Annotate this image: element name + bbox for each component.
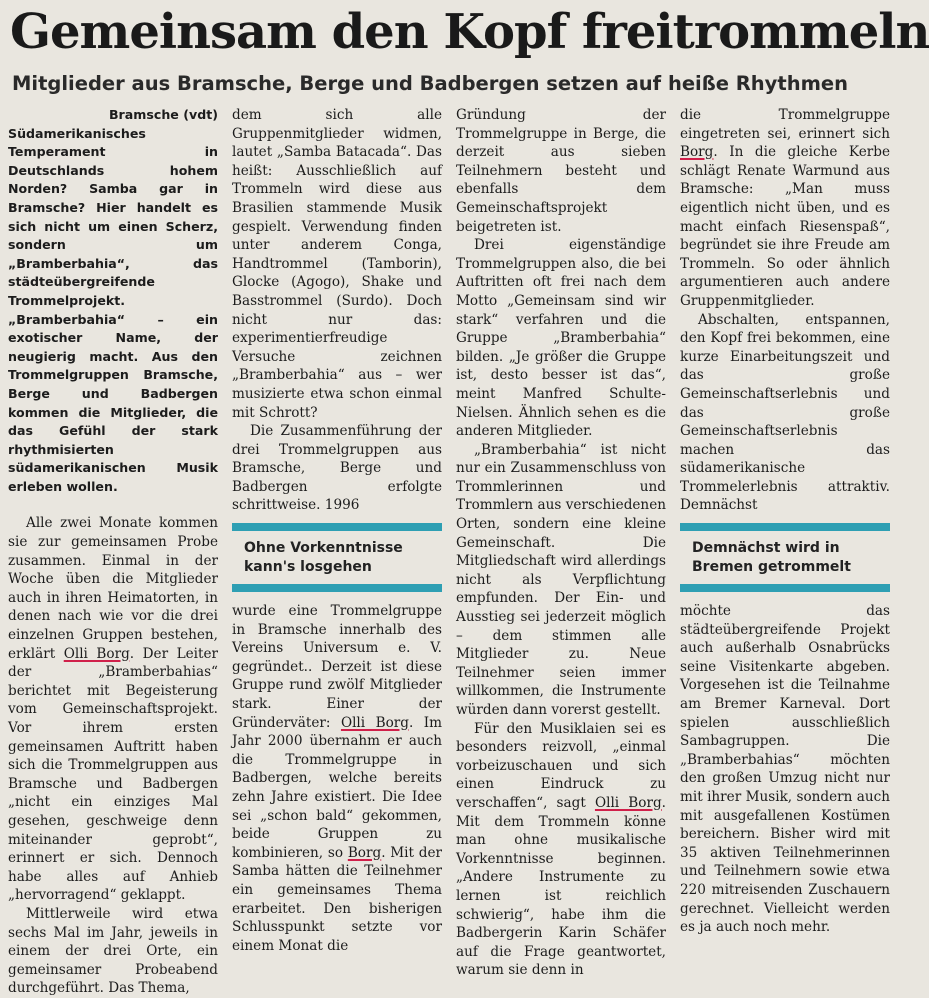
- body-paragraph: Mittlerweile wird etwa sechs Mal im Jahr, jeweils in einem der drei Orte, ein gemeinsamer Probeabend durchgeführt. Das Thema,: [8, 905, 218, 997]
- subheading-box: [232, 523, 442, 592]
- subheading-box: [680, 523, 890, 592]
- underlined-name: Borg: [347, 844, 382, 861]
- text-run: . In die gleiche Kerbe schlägt Renate Warmund aus Bramsche: „Man muss eigentlich nicht üben, und es macht einfach Riesenspaß“, begründet sie ihre Freude am Trommeln. So oder ähnlich argumentieren auch andere Gruppenmitglieder.: [680, 144, 890, 309]
- body-paragraph: „Bramberbahia“ ist nicht nur ein Zusammenschluss von Trommlerinnen und Trommlern aus verschiedenen Orten, sondern eine kleine Gemeinschaft. Die Mitgliedschaft wird allerdings nicht als Verpflichtung empfunden. Der Ein- und Ausstieg sei jederzeit möglich – dem stimmen alle Mitglieder zu. Neue Teilnehmer seien immer willkommen, die Instrumente würden dann vorerst gestellt.: [456, 441, 666, 718]
- body-paragraph: [680, 106, 890, 311]
- column-3: [456, 106, 666, 979]
- headline: Gemeinsam den Kopf freitrommeln: [10, 4, 929, 60]
- lead-paragraph: [8, 106, 218, 496]
- body-paragraph: [8, 514, 218, 904]
- column-2: [232, 106, 442, 954]
- body-paragraph: dem sich alle Gruppenmitglieder widmen, lautet „Samba Batacada“. Das heißt: Ausschließlich auf Trommeln wird diese aus Brasilien stammende Musik gespielt. Verwendung finden unter anderem Conga, Handtrommel (Tamborin), Glocke (Agogo), Shake und Basstrommel (Surdo). Doch nicht nur das: experimentierfreudige Versuche zeichnen „Bramberbahia“ aus – wer musizierte etwa schon einmal mit Schrott?: [232, 107, 442, 421]
- body-paragraph: Abschalten, entspannen, den Kopf frei bekommen, eine kurze Einarbeitungszeit und das große Gemeinschaftserlebnis und das große Gemeinschaftserlebnis machen das südamerikanische Trommelerlebnis attraktiv. Demnächst: [680, 311, 890, 514]
- column-1: [8, 106, 218, 997]
- body-paragraph: möchte das städteübergreifende Projekt auch außerhalb Osnabrücks seine Visitenkarte abgeben. Vorgesehen ist die Teilnahme am Bremer Karneval. Dort spielen ausschließlich Sambagruppen. Die „Bramberbahias“ möchten den großen Umzug nicht nur mit ihrer Musik, sondern auch mit ausgefallenen Kostümen bereichern. Bisher wird mit 35 aktiven Teilnehmerinnen und Teilnehmern sowie etwa 220 mitreisenden Zuschauern gerechnet. Vielleicht werden es ja auch noch mehr.: [680, 603, 890, 936]
- dateline: Bramsche (vdt): [108, 107, 218, 122]
- body-paragraph: Gründung der Trommelgruppe in Berge, die derzeit aus sieben Teilnehmern besteht und ebenfalls dem Gemeinschaftsprojekt beigetreten ist.: [456, 107, 666, 235]
- text-run: . Im Jahr 2000 übernahm er auch die Trommelgruppe in Badbergen, welche bereits zehn Jahre existiert. Die Idee sei „schon bald“ gekommen, beide Gruppen zu kombinieren, so: [232, 714, 442, 861]
- text-run: . Mit der Samba hätten die Teilnehmer ein gemeinsames Thema erarbeitet. Den bisherigen Schlusspunkt setzte vor einem Monat die: [232, 844, 442, 954]
- accent-bar: [232, 584, 442, 592]
- body-paragraph: Drei eigenständige Trommelgruppen also, die bei Auftritten oft frei nach dem Motto „Gemeinsam sind wir stark“ verfahren und die Gruppe „Bramberbahia“ bilden. „Je größer die Gruppe ist, desto besser ist das“, meint Manfred Schulte-Nielsen. Ähnlich sehen es die anderen Mitglieder.: [456, 237, 666, 440]
- subheadline: Mitglieder aus Bramsche, Berge und Badbergen setzen auf heiße Rhythmen: [12, 72, 849, 95]
- underlined-name: Olli Borg: [594, 794, 662, 811]
- lead-text: Südamerikanisches Temperament in Deutschlands hohem Norden? Samba gar in Bramsche? Hier handelt es sich nicht um einen Scherz, sondern um „Bramberbahia“, das städteübergreifende Trommelprojekt. „Bramberbahia“ – ein exotischer Name, der neugierig macht. Aus den Trommelgruppen Bramsche, Berge und Badbergen kommen die Mitglieder, die das Gefühl der stark rhythmisierten südamerikanischen Musik erleben wollen.: [8, 125, 218, 494]
- underlined-name: Borg: [680, 144, 714, 161]
- text-run: Alle zwei Monate kommen sie zur gemeinsamen Probe zusammen. Einmal in der Woche üben die Mitglieder auch in ihren Heimatorten, in denen nach wie vor die drei einzelnen Gruppen bestehen, erklärt: [8, 515, 218, 662]
- text-run: die Trommelgruppe eingetreten sei, erinnert sich: [680, 107, 890, 142]
- body-paragraph: [456, 720, 666, 980]
- subheading: Demnächst wird in Bremen getrommelt: [692, 540, 851, 575]
- underlined-name: Olli Borg: [340, 714, 409, 731]
- body-paragraph: Die Zusammenführung der drei Trommelgruppen aus Bramsche, Berge und Badbergen erfolgte schrittweise. 1996: [232, 423, 442, 514]
- subheading: Ohne Vorkenntnisse kann's losgehen: [244, 540, 403, 575]
- accent-bar: [680, 523, 890, 531]
- accent-bar: [680, 584, 890, 592]
- text-run: . Mit dem Trommeln könne man ohne musikalische Vorkenntnisse beginnen. „Andere Instrumente zu lernen ist reichlich schwierig“, habe ihm die Badbergerin Karin Schäfer auf die Frage geantwortet, warum sie denn in: [456, 794, 666, 979]
- text-run: Für den Musiklaien sei es besonders reizvoll, „einmal vorbeizuschauen und sich einen Eindruck zu verschaffen“, sagt: [456, 720, 666, 811]
- column-4: [680, 106, 890, 936]
- text-run: wurde eine Trommelgruppe in Bramsche innerhalb des Vereins Universum e. V. gegründet.. Derzeit ist diese Gruppe rund zwölf Mitglieder stark. Einer der Gründerväter:: [232, 603, 442, 731]
- underlined-name: Olli Borg: [63, 645, 130, 662]
- text-run: . Der Leiter der „Bramberbahias“ berichtet mit Begeisterung vom Gemeinschaftsprojekt. Vor ihrem ersten gemeinsamen Auftritt haben sich die Trommelgruppen aus Bramsche und Badbergen „nicht ein einziges Mal gesehen, geschweige denn miteinander geprobt“, erinnert er sich. Dennoch habe alles auf Anhieb „hervorragend“ geklappt.: [8, 645, 218, 904]
- accent-bar: [232, 523, 442, 531]
- body-paragraph: [232, 602, 442, 955]
